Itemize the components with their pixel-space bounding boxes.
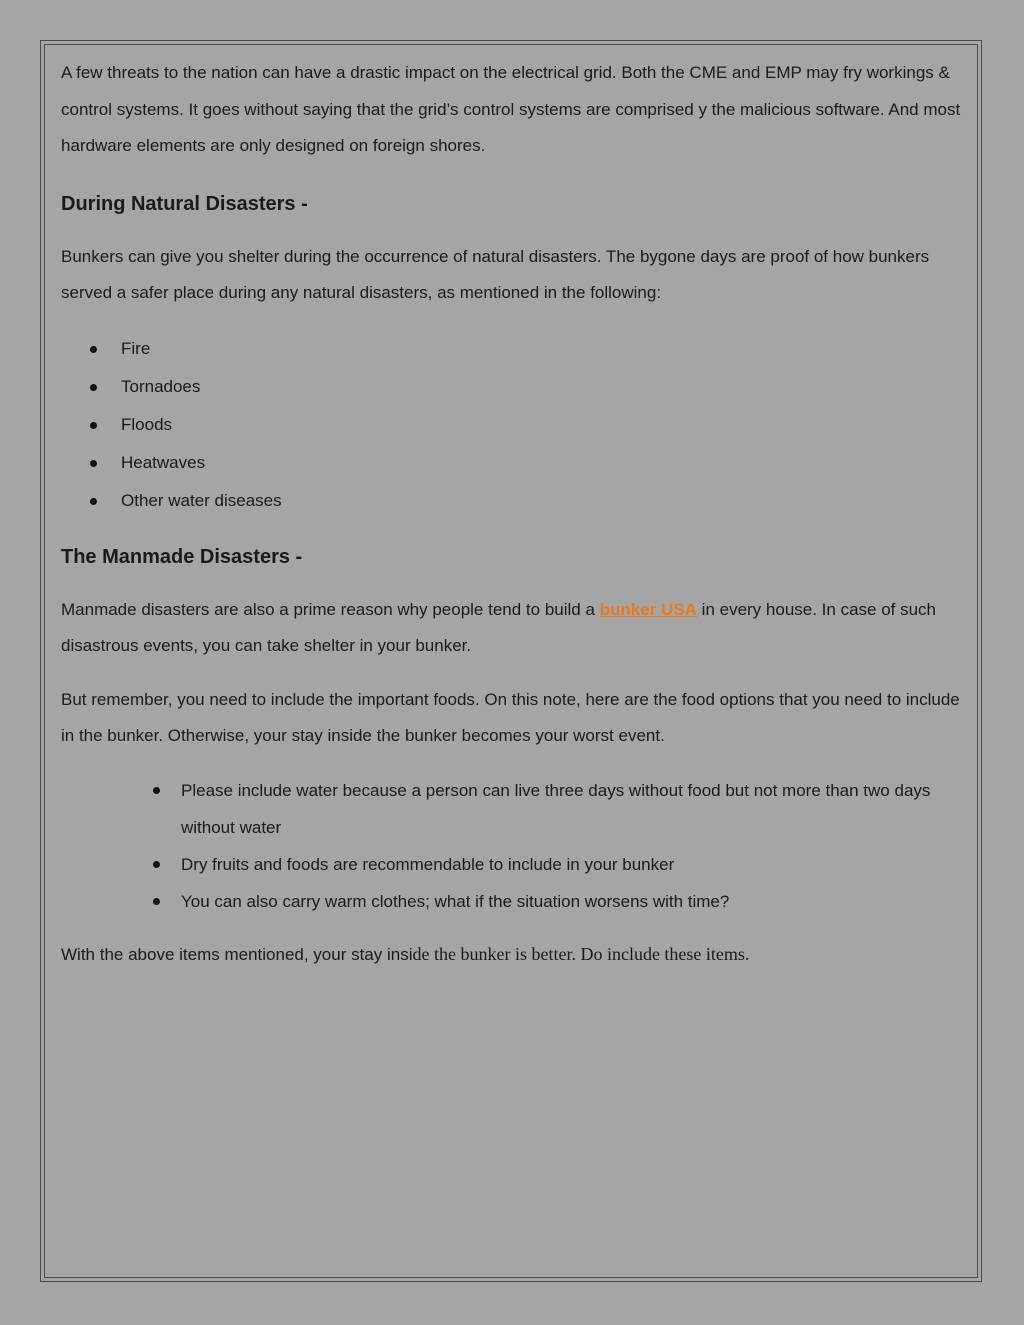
manmade-text-before-link: Manmade disasters are also a prime reason why people tend to build a [61,599,600,619]
list-item [61,772,963,846]
bullet-icon [90,346,97,353]
closing-text-serif: de the bunker is better. Do include these items. [412,943,750,964]
bullet-icon [90,498,97,505]
intro-paragraph: A few threats to the nation can have a drastic impact on the electrical grid. Both the CME and EMP may fry workings & control systems. It goes without saying that the grid’s control systems are comprised y the malicious software. And most hardware elements are only designed on foreign shores. [61,63,961,155]
document-body [61,55,963,973]
bullet-icon [90,384,97,391]
food-items-list [61,772,963,920]
natural-disasters-paragraph: Bunkers can give you shelter during the occurrence of natural disasters. The bygone days are proof of how bunkers served a safer place during any natural disasters, as mentioned in the following: [61,246,930,302]
list-item-label: Other water diseases [121,490,282,510]
manmade-text-after-link: in every house. In case of such disastrous events, you can take shelter in your bunker. [61,599,937,655]
bullet-icon [153,787,160,794]
natural-disasters-heading: During Natural Disasters - [61,192,308,215]
bullet-icon [153,898,160,905]
list-item [61,883,963,920]
list-item [61,482,963,520]
list-item [61,406,963,444]
closing-text-sans: With the above items mentioned, your stay insi [61,944,413,964]
list-item-label: Dry fruits and foods are recommendable to include in your bunker [181,854,675,874]
bullet-icon [153,861,160,868]
list-item-label: Floods [121,414,173,434]
closing-paragraph [61,936,963,974]
list-item [61,330,963,368]
manmade-disasters-heading: The Manmade Disasters - [61,545,303,568]
list-item-label: You can also carry warm clothes; what if the situation worsens with time? [181,891,730,911]
food-paragraph: But remember, you need to include the important foods. On this note, here are the food options that you need to include in the bunker. Otherwise, your stay inside the bunker becomes your worst event. [61,689,960,745]
bullet-icon [90,460,97,467]
list-item-label: Heatwaves [121,452,206,472]
bunker-usa-link[interactable]: bunker USA [599,599,697,619]
list-item-label: Tornadoes [121,376,201,396]
list-item-label: Please include water because a person can live three days without food but not more than two days without water [181,780,931,837]
list-item-label: Fire [121,338,151,358]
bullet-icon [90,422,97,429]
list-item [61,444,963,482]
list-item [61,846,963,883]
manmade-disasters-paragraph [61,592,963,665]
natural-disasters-list [61,330,963,520]
list-item [61,368,963,406]
